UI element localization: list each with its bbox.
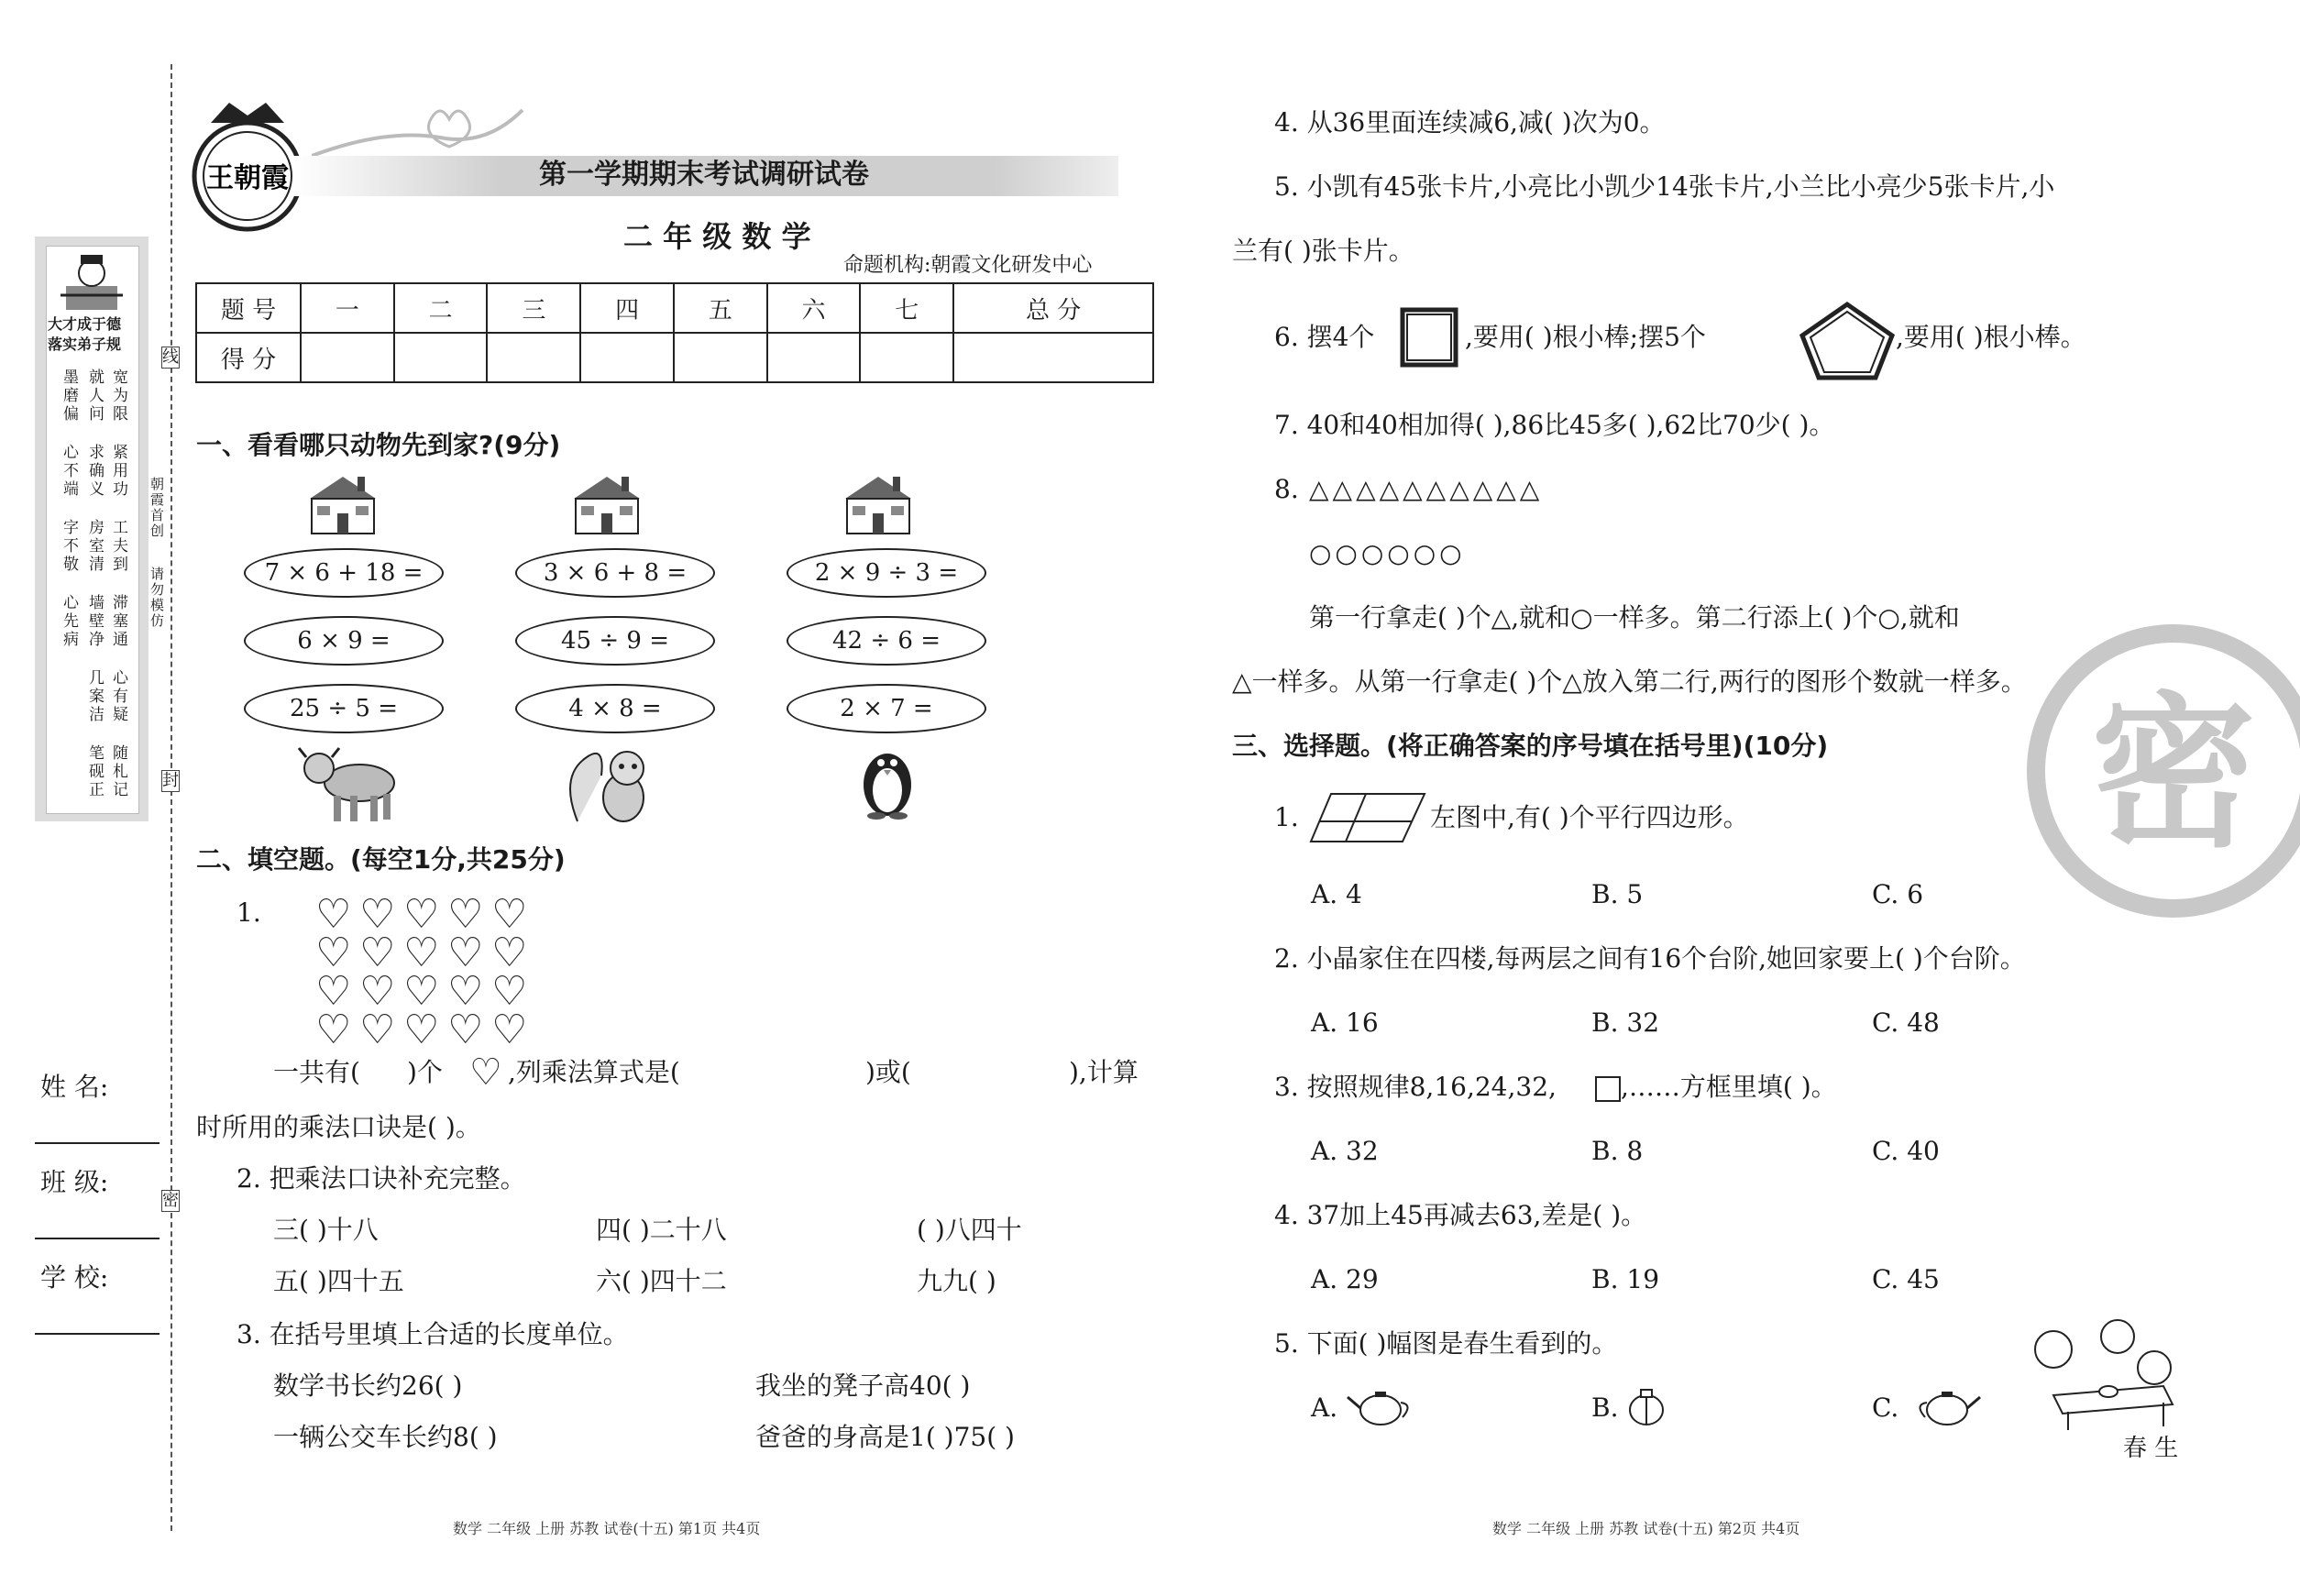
motto-col: 心不端	[60, 444, 78, 499]
q1-text-e: ),计算	[1069, 1057, 1139, 1087]
triangle-row: △△△△△△△△△△	[1309, 474, 1544, 504]
fill-item: 五( )四十五	[273, 1266, 404, 1296]
q1-text-b: )个	[407, 1057, 443, 1087]
motto-col: 就人问	[85, 369, 104, 424]
cow-icon	[295, 737, 405, 825]
c3-text-b: ,……方框里填( )。	[1621, 1072, 1837, 1102]
fill-item: ( )八四十	[917, 1215, 1022, 1245]
heart-icon: ♡	[403, 930, 440, 976]
q6-text-b: ,要用( )根小棒;摆5个	[1465, 322, 1706, 352]
squirrel-icon	[559, 739, 660, 827]
expression-bubble: 4 × 8 =	[515, 684, 715, 733]
copyright-note: 请勿模仿	[149, 567, 165, 629]
choice-option[interactable]: C. 48	[1872, 1007, 1940, 1038]
fill-item: 三( )十八	[273, 1215, 379, 1245]
q1-text-a: 一共有(	[273, 1057, 360, 1087]
choice-option[interactable]: B. 5	[1591, 879, 1644, 909]
score-header-cell: 总 分	[953, 283, 1153, 333]
q2-text: 2. 把乘法口诀补充完整。	[237, 1163, 526, 1194]
score-cell[interactable]	[953, 333, 1153, 382]
score-table	[195, 282, 1154, 383]
heart-icon: ♡	[447, 891, 484, 938]
exam-title: 第一学期期末考试调研试卷	[539, 159, 869, 191]
choice-option[interactable]: A. 29	[1311, 1264, 1379, 1294]
motto-col: 墨磨偏	[60, 369, 78, 424]
exam-org: 命题机构:朝霞文化研发中心	[843, 254, 1093, 277]
heart-icon: ♡	[491, 1007, 528, 1053]
heart-icon: ♡	[403, 891, 440, 938]
choice-option[interactable]: C. 6	[1872, 879, 1924, 909]
expression-bubble: 25 ÷ 5 =	[244, 684, 444, 733]
question-number: 1.	[1274, 802, 1299, 832]
score-header-cell: 题 号	[196, 283, 301, 333]
choice-option[interactable]: C. 45	[1872, 1264, 1940, 1294]
choice-option[interactable]: C.	[1872, 1392, 1899, 1423]
teapot-icon	[1344, 1382, 1417, 1428]
score-cell[interactable]	[487, 333, 580, 382]
motto-col: 宽为限	[109, 369, 127, 424]
teapot-icon	[1910, 1382, 1984, 1428]
cut-line	[171, 64, 172, 1531]
expression-bubble: 2 × 7 =	[787, 684, 986, 733]
motto-col: 工夫到	[109, 519, 127, 574]
blank-box[interactable]	[1595, 1076, 1621, 1102]
name-field[interactable]	[35, 1142, 160, 1144]
question-number: 8.	[1274, 474, 1299, 504]
choice-option[interactable]: B. 19	[1591, 1264, 1660, 1294]
motto-col: 紧用功	[109, 444, 127, 499]
heart-icon: ♡	[315, 968, 352, 1015]
score-header-cell: 四	[580, 283, 674, 333]
school-field[interactable]	[35, 1333, 160, 1335]
heart-icon: ♡	[315, 891, 352, 938]
circle-row: ○○○○○○	[1309, 538, 1466, 568]
heart-icon: ♡	[491, 968, 528, 1015]
cut-mark: 封	[162, 771, 179, 790]
page-footer: 数学 二年级 上册 苏教 试卷(十五) 第2页 共4页	[1492, 1520, 1800, 1537]
c1-text: 左图中,有( )个平行四边形。	[1430, 802, 1749, 832]
fill-item: 爸爸的身高是1( )75( )	[755, 1422, 1015, 1452]
motto-col: 几案洁	[85, 669, 104, 724]
motto-line-2: 落实弟子规	[48, 336, 122, 353]
house-icon	[834, 471, 922, 537]
score-cell[interactable]	[301, 333, 394, 382]
c3-text-a: 3. 按照规律8,16,24,32,	[1274, 1072, 1557, 1102]
score-row	[196, 333, 1153, 382]
choice-option[interactable]: B. 32	[1591, 1007, 1660, 1038]
score-cell[interactable]	[580, 333, 674, 382]
score-header-cell: 一	[301, 283, 394, 333]
score-cell[interactable]	[860, 333, 953, 382]
watermark-stamp	[2022, 620, 2300, 922]
fill-item: 我坐的凳子高40( )	[755, 1370, 971, 1401]
page-footer: 数学 二年级 上册 苏教 试卷(十五) 第1页 共4页	[453, 1520, 761, 1537]
motto-col: 墙壁净	[85, 594, 104, 649]
section1-title: 一、看看哪只动物先到家?(9分)	[196, 430, 561, 460]
heart-icon: ♡	[447, 968, 484, 1015]
heart-icon: ♡	[491, 930, 528, 976]
motto-col: 房室清	[85, 519, 104, 574]
score-header-cell: 二	[394, 283, 488, 333]
choice-option[interactable]: A.	[1311, 1392, 1338, 1423]
score-cell[interactable]	[767, 333, 861, 382]
heart-icon: ♡	[315, 930, 352, 976]
choice-option[interactable]: C. 40	[1872, 1136, 1940, 1166]
q6-text-a: 6. 摆4个	[1274, 322, 1375, 352]
logo-text: 王朝霞	[206, 162, 289, 194]
fill-item: 九九( )	[917, 1266, 996, 1296]
expression-bubble: 6 × 9 =	[244, 616, 444, 666]
q1-text-line2: 时所用的乘法口诀是( )。	[196, 1112, 481, 1142]
heart-grid	[315, 891, 535, 1053]
choice-option[interactable]: B.	[1591, 1392, 1619, 1423]
section2-title: 二、填空题。(每空1分,共25分)	[196, 844, 566, 875]
q7-text: 7. 40和40相加得( ),86比45多( ),62比70少( )。	[1274, 410, 1835, 440]
heart-icon: ♡	[359, 1007, 396, 1053]
heart-icon: ♡	[359, 891, 396, 938]
penguin-icon	[851, 739, 924, 820]
c5-text: 5. 下面( )幅图是春生看到的。	[1274, 1328, 1618, 1359]
motto-line-1: 大才成于德	[48, 315, 122, 333]
children-at-table-icon	[2017, 1313, 2182, 1432]
heart-icon: ♡	[447, 1007, 484, 1053]
parallelogram-figure	[1309, 790, 1428, 845]
choice-option[interactable]: A. 4	[1311, 879, 1362, 909]
q1-text-c: ,列乘法算式是(	[508, 1057, 680, 1087]
score-header-row	[196, 283, 1153, 333]
heart-icon: ♡	[447, 930, 484, 976]
expression-bubble: 3 × 6 + 8 =	[515, 548, 715, 598]
picture-caption: 春 生	[2123, 1435, 2179, 1462]
heart-icon: ♡	[315, 1007, 352, 1053]
c2-text: 2. 小晶家住在四楼,每两层之间有16个台阶,她回家要上( )个台阶。	[1274, 943, 2026, 974]
q5-text-line1: 5. 小凯有45张卡片,小亮比小凯少14张卡片,小兰比小亮少5张卡片,小	[1274, 171, 2055, 202]
house-icon	[299, 471, 387, 537]
expression-bubble: 45 ÷ 9 =	[515, 616, 715, 666]
school-label: 学 校:	[40, 1262, 109, 1293]
question-number: 1.	[237, 897, 261, 928]
q5-text-line2: 兰有( )张卡片。	[1232, 236, 1414, 266]
c4-text: 4. 37加上45再减去63,差是( )。	[1274, 1200, 1647, 1230]
motto-col: 字不敬	[60, 519, 78, 574]
fill-item: 一辆公交车长约8( )	[273, 1422, 498, 1452]
choice-option[interactable]: B. 8	[1591, 1136, 1644, 1166]
grade-subject: 二 年 级 数 学	[623, 219, 811, 254]
fill-item: 数学书长约26( )	[273, 1370, 463, 1401]
score-row-label: 得 分	[196, 333, 301, 382]
choice-option[interactable]: A. 16	[1311, 1007, 1379, 1038]
teapot-front-icon	[1623, 1382, 1670, 1428]
heart-icon: ♡	[403, 968, 440, 1015]
copyright-note: 朝霞首创	[149, 477, 165, 539]
q4-text: 4. 从36里面连续减6,减( )次为0。	[1274, 107, 1666, 138]
choice-option[interactable]: A. 32	[1311, 1136, 1379, 1166]
motto-col: 随札记	[109, 744, 127, 799]
class-label: 班 级:	[40, 1167, 109, 1197]
q8-text-line1: 第一行拿走( )个△,就和○一样多。第二行添上( )个○,就和	[1309, 602, 1960, 633]
watermark-text: 密	[2090, 678, 2257, 870]
heart-icon: ♡	[359, 930, 396, 976]
q6-text-c: ,要用( )根小棒。	[1896, 322, 2086, 352]
heart-icon: ♡	[491, 891, 528, 938]
house-icon	[563, 471, 651, 537]
heart-icon: ♡	[469, 1051, 502, 1094]
name-label: 姓 名:	[40, 1072, 109, 1102]
section3-title: 三、选择题。(将正确答案的序号填在括号里)(10分)	[1232, 731, 1829, 761]
motto-col: 求确义	[85, 444, 104, 499]
score-header-cell: 七	[860, 283, 953, 333]
score-cell[interactable]	[394, 333, 488, 382]
motto-col: 心先病	[60, 594, 78, 649]
motto-col: 心有疑	[109, 669, 127, 724]
motto-col: 笔砚正	[85, 744, 104, 799]
pentagon-sticks-icon	[1797, 299, 1898, 381]
expression-bubble: 7 × 6 + 18 =	[244, 548, 444, 598]
heart-icon: ♡	[403, 1007, 440, 1053]
cut-mark: 线	[162, 347, 179, 367]
score-cell[interactable]	[674, 333, 767, 382]
heart-icon: ♡	[359, 968, 396, 1015]
fill-item: 六( )四十二	[596, 1266, 727, 1296]
score-header-cell: 三	[487, 283, 580, 333]
brand-logo	[183, 95, 312, 233]
square-sticks-icon	[1397, 304, 1461, 370]
score-header-cell: 六	[767, 283, 861, 333]
expression-bubble: 2 × 9 ÷ 3 =	[787, 548, 986, 598]
q3-text: 3. 在括号里填上合适的长度单位。	[237, 1319, 629, 1349]
fill-item: 四( )二十八	[596, 1215, 727, 1245]
motto-col: 滞塞通	[109, 594, 127, 649]
scholar-icon	[57, 249, 127, 314]
cut-mark: 密	[162, 1191, 179, 1210]
expression-bubble: 42 ÷ 6 =	[787, 616, 986, 666]
score-header-cell: 五	[674, 283, 767, 333]
q8-text-line2: △一样多。从第一行拿走( )个△放入第二行,两行的图形个数就一样多。	[1232, 666, 2027, 697]
class-field[interactable]	[35, 1238, 160, 1239]
q1-text-d: )或(	[865, 1057, 911, 1087]
